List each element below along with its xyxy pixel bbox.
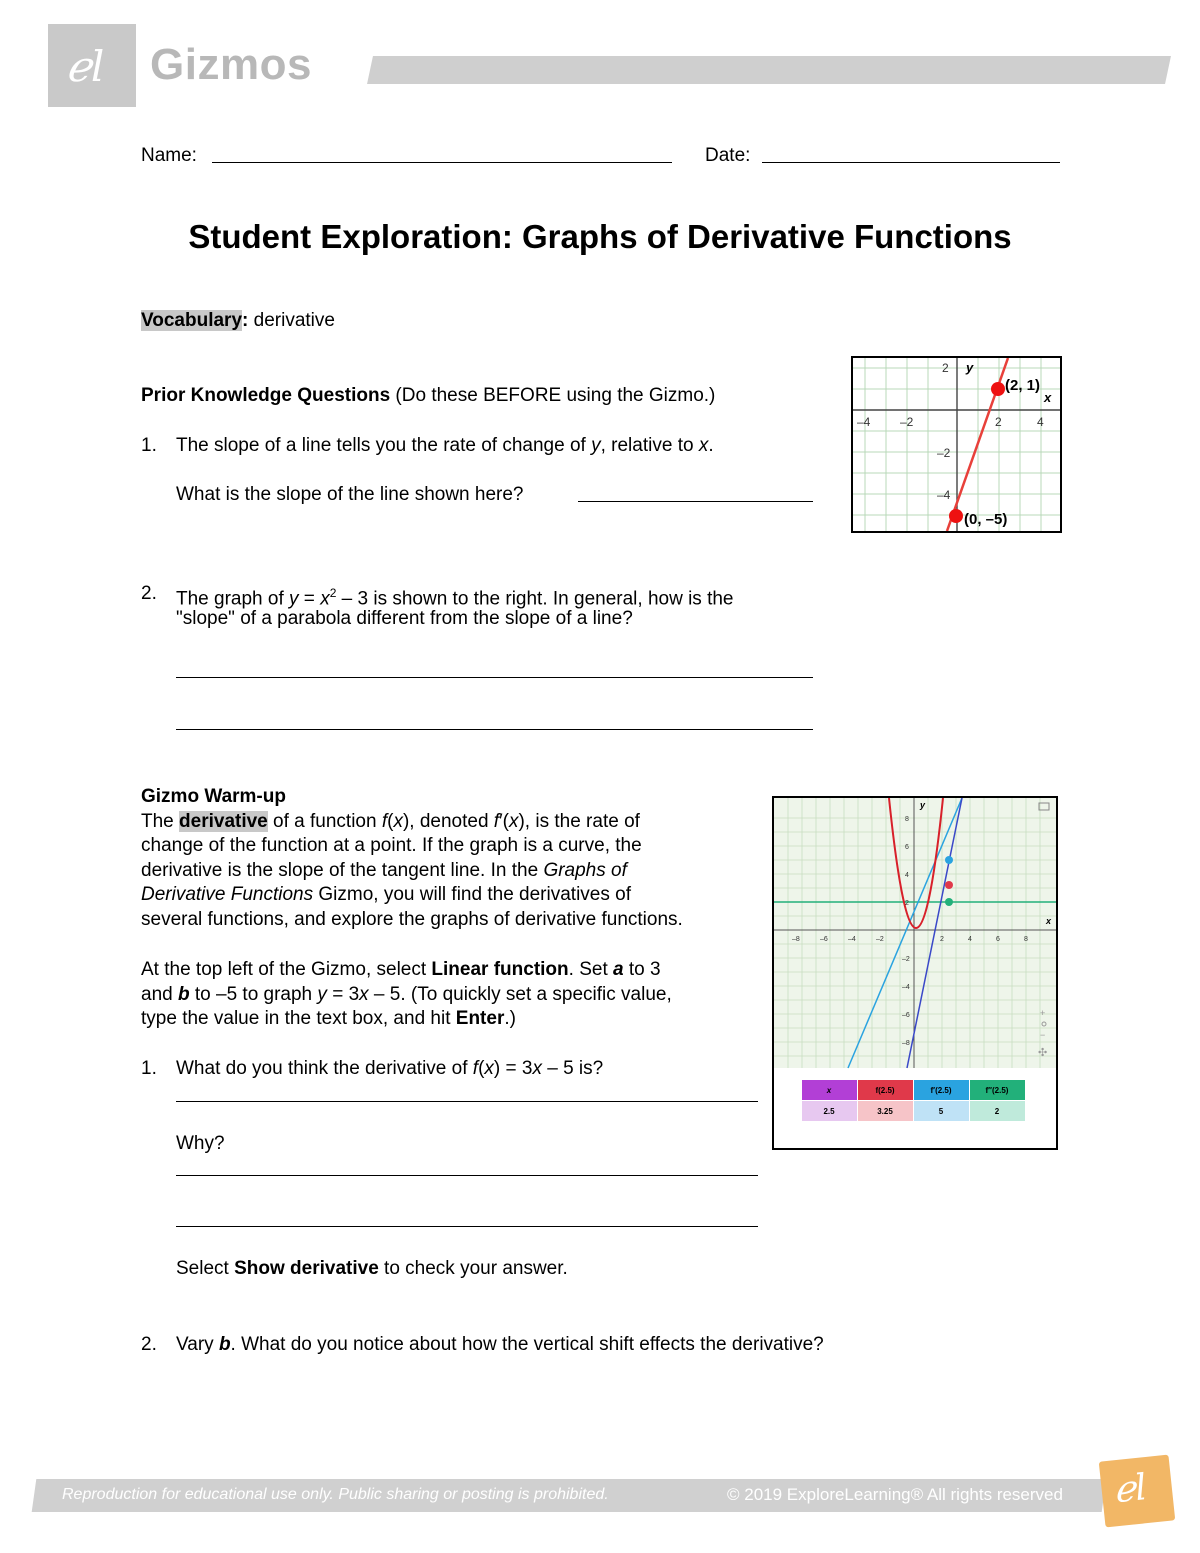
q1-var-y: y bbox=[591, 435, 601, 456]
x-tick: 2 bbox=[940, 936, 944, 943]
x-tick: 4 bbox=[1037, 415, 1044, 429]
axis-label-y: y bbox=[966, 360, 974, 375]
p1-l3b: Graphs of bbox=[543, 860, 627, 881]
prior-knowledge-heading bbox=[141, 383, 715, 408]
p1-f2: ), is the rate of bbox=[518, 811, 640, 832]
point-second-derivative bbox=[945, 898, 953, 906]
y-tick: –8 bbox=[902, 1040, 910, 1047]
warmup-q1-select bbox=[176, 1256, 568, 1281]
figure-gizmo-screenshot bbox=[772, 796, 1058, 1150]
warmup-p1-line1 bbox=[141, 809, 640, 834]
wq2-c: . What do you notice about how the vertical shift effects the derivative? bbox=[230, 1334, 824, 1355]
warmup-q2-num: 2. bbox=[141, 1334, 157, 1355]
p1-l4a: Derivative Functions bbox=[141, 884, 314, 905]
warmup-q1-num: 1. bbox=[141, 1058, 157, 1079]
axis-label-x: x bbox=[1046, 916, 1052, 926]
p1-f: f bbox=[381, 811, 388, 832]
warmup-p2-line1 bbox=[141, 957, 661, 982]
q1-var-x: x bbox=[698, 435, 709, 456]
y-tick: 4 bbox=[905, 872, 909, 879]
wq1-a: What do you think the derivative of bbox=[176, 1058, 473, 1079]
gizmo-graph-svg bbox=[774, 798, 1056, 1148]
prior-q2-num: 2. bbox=[141, 583, 157, 604]
q1-text-c: . bbox=[708, 435, 714, 456]
zoom-in-icon[interactable]: + bbox=[1040, 1008, 1046, 1018]
y-tick: –4 bbox=[902, 984, 910, 991]
axis-label-y: y bbox=[920, 800, 926, 810]
warmup-q1-text bbox=[176, 1056, 603, 1081]
page-title: Student Exploration: Graphs of Derivative Functions bbox=[188, 218, 1012, 255]
y-tick: –6 bbox=[902, 1012, 910, 1019]
footer-logo-glyph: ℯl bbox=[1111, 1467, 1149, 1512]
prior-q1-text bbox=[176, 433, 714, 458]
footer-reproduction-note: Reproduction for educational use only. Public sharing or posting is prohibited. bbox=[62, 1486, 609, 1503]
p1-l3a: derivative is the slope of the tangent line. In the bbox=[141, 860, 544, 881]
warmup-q1-why-line-1[interactable] bbox=[176, 1175, 758, 1176]
x-tick: –2 bbox=[876, 936, 884, 943]
warmup-q1-why: Why? bbox=[176, 1133, 225, 1154]
p1-c: ( bbox=[387, 811, 394, 832]
table-value: 2.5 bbox=[823, 1107, 835, 1116]
zoom-out-icon[interactable]: − bbox=[1040, 1030, 1046, 1040]
warmup-heading: Gizmo Warm-up bbox=[141, 786, 286, 807]
p2-l2f: x bbox=[359, 984, 369, 1005]
table-value: 3.25 bbox=[877, 1107, 893, 1116]
vocabulary-colon: : bbox=[242, 310, 249, 331]
date-field[interactable] bbox=[762, 162, 1060, 163]
brand-name: Gizmos bbox=[150, 40, 312, 89]
table-header: x bbox=[826, 1086, 832, 1095]
vocabulary-label: Vocabulary bbox=[141, 310, 243, 331]
p2-l2b: b bbox=[177, 984, 190, 1005]
explorelearning-logo bbox=[1099, 1455, 1176, 1528]
wq1-sel-a: Select bbox=[176, 1258, 235, 1279]
label-point-2-1: (2, 1) bbox=[1005, 377, 1041, 394]
prior-q1-num: 1. bbox=[141, 435, 157, 456]
x-tick: 4 bbox=[968, 936, 972, 943]
p2-l2g: – 5. (To quickly set a specific value, bbox=[368, 984, 672, 1005]
point-function bbox=[945, 881, 953, 889]
y-tick: 2 bbox=[942, 361, 949, 375]
p2-l3a: type the value in the text box, and hit bbox=[141, 1008, 456, 1029]
wq1-d: – 5 is? bbox=[541, 1058, 604, 1079]
x-tick: –4 bbox=[848, 936, 856, 943]
q2-sup: 2 bbox=[329, 586, 337, 600]
vocabulary-terms: derivative bbox=[248, 310, 335, 331]
p2-l1c: . Set bbox=[568, 959, 614, 980]
warmup-p2-line3 bbox=[141, 1006, 516, 1031]
p1-b: of a function bbox=[267, 811, 382, 832]
y-tick: 2 bbox=[905, 900, 909, 907]
wq1-sel-b: Show derivative bbox=[234, 1258, 379, 1279]
prior-q2-answer-line-1[interactable] bbox=[176, 677, 813, 678]
vocabulary bbox=[141, 308, 335, 333]
label-point-0-neg5: (0, –5) bbox=[964, 511, 1008, 528]
footer-copyright: © 2019 ExploreLearning® All rights reserved bbox=[727, 1485, 1063, 1504]
p2-l1e: to 3 bbox=[623, 959, 661, 980]
table-value: 5 bbox=[938, 1107, 944, 1116]
prior-q2-line2: "slope" of a parabola different from the slope of a line? bbox=[176, 608, 633, 629]
p2-l2c: to –5 to graph bbox=[189, 984, 318, 1005]
x-tick: 8 bbox=[1024, 936, 1028, 943]
q2-eq: = bbox=[298, 588, 321, 610]
p2-l3c: .) bbox=[504, 1008, 516, 1029]
q2-var-y: y bbox=[289, 588, 299, 610]
warmup-q1-why-line-2[interactable] bbox=[176, 1226, 758, 1227]
x-tick: –2 bbox=[900, 415, 914, 429]
prior-note: (Do these BEFORE using the Gizmo.) bbox=[390, 385, 716, 406]
x-tick: 2 bbox=[995, 415, 1002, 429]
q2-text-a: The graph of bbox=[176, 588, 290, 610]
table-value: 2 bbox=[994, 1107, 1000, 1116]
wq2-a: Vary bbox=[176, 1334, 219, 1355]
point-derivative bbox=[945, 856, 953, 864]
x-tick: –6 bbox=[820, 936, 828, 943]
p2-l2d: y bbox=[317, 984, 327, 1005]
p1-term: derivative bbox=[179, 811, 268, 832]
point-2-1 bbox=[991, 382, 1005, 396]
y-tick: –2 bbox=[937, 446, 951, 460]
y-tick: 6 bbox=[905, 844, 909, 851]
p1-l4b: Gizmo, you will find the derivatives of bbox=[313, 884, 631, 905]
p1-fp: f bbox=[493, 811, 500, 832]
wq1-c: ) = 3 bbox=[493, 1058, 533, 1079]
x-tick: –4 bbox=[857, 415, 871, 429]
p2-l2e: = 3 bbox=[326, 984, 360, 1005]
warmup-q1-answer-line[interactable] bbox=[176, 1101, 758, 1102]
prior-q1-answer-line[interactable] bbox=[578, 501, 813, 502]
q1-text-a: The slope of a line tells you the rate of change of bbox=[176, 435, 592, 456]
pan-icon[interactable]: ✣ bbox=[1038, 1047, 1048, 1059]
q2-var-x: x bbox=[320, 588, 330, 610]
p1-e: ′( bbox=[499, 811, 509, 832]
warmup-p1-line3 bbox=[141, 858, 627, 883]
warmup-p2-line2 bbox=[141, 982, 672, 1007]
wq2-b: b bbox=[218, 1334, 231, 1355]
prior-q2-answer-line-2[interactable] bbox=[176, 729, 813, 730]
p2-l1d: a bbox=[613, 959, 624, 980]
p1-x: x bbox=[393, 811, 403, 832]
p2-l2a: and bbox=[141, 984, 178, 1005]
q2-text-b: – 3 is shown to the right. In general, how is the bbox=[336, 588, 734, 610]
p2-l1b: Linear function bbox=[431, 959, 569, 980]
p1-d: ), denoted bbox=[402, 811, 494, 832]
axis-label-x: x bbox=[1044, 390, 1052, 405]
value-table bbox=[802, 1080, 1025, 1121]
p2-l1a: At the top left of the Gizmo, select bbox=[141, 959, 432, 980]
y-tick: –4 bbox=[937, 488, 951, 502]
point-0-neg5 bbox=[949, 509, 963, 523]
q1-text-b: , relative to bbox=[600, 435, 699, 456]
warmup-p1-line4 bbox=[141, 882, 631, 907]
logo-glyph: ℯl bbox=[66, 42, 105, 91]
wq1-x: x bbox=[484, 1058, 494, 1079]
wq1-sel-c: to check your answer. bbox=[378, 1258, 568, 1279]
y-tick: 8 bbox=[905, 816, 909, 823]
p1-x2: x bbox=[508, 811, 519, 832]
name-label: Name: bbox=[141, 145, 197, 166]
prior-q1-ask: What is the slope of the line shown here? bbox=[176, 484, 524, 505]
prior-heading-text: Prior Knowledge Questions bbox=[141, 385, 391, 406]
x-tick: –8 bbox=[792, 936, 800, 943]
warmup-p1-line5: several functions, and explore the graphs of derivative functions. bbox=[141, 909, 683, 930]
p1-a: The bbox=[141, 811, 180, 832]
linear-graph-svg bbox=[853, 358, 1060, 531]
date-label: Date: bbox=[705, 145, 751, 166]
table-header: f(2.5) bbox=[875, 1086, 895, 1095]
wq1-f: f bbox=[472, 1058, 479, 1079]
wq1-b: ( bbox=[478, 1058, 485, 1079]
name-field[interactable] bbox=[212, 162, 672, 163]
figure-linear-graph bbox=[851, 356, 1062, 533]
gizmos-logo bbox=[48, 24, 136, 107]
table-header: f″(2.5) bbox=[985, 1086, 1009, 1095]
y-tick: –2 bbox=[902, 956, 910, 963]
x-tick: 6 bbox=[996, 936, 1000, 943]
wq1-x2: x bbox=[532, 1058, 542, 1079]
header-bar bbox=[367, 56, 1171, 84]
warmup-q2-text bbox=[176, 1332, 824, 1357]
table-header: f′(2.5) bbox=[930, 1086, 952, 1095]
p2-l3b: Enter bbox=[455, 1008, 505, 1029]
warmup-p1-line2: change of the function at a point. If the graph is a curve, the bbox=[141, 835, 642, 856]
